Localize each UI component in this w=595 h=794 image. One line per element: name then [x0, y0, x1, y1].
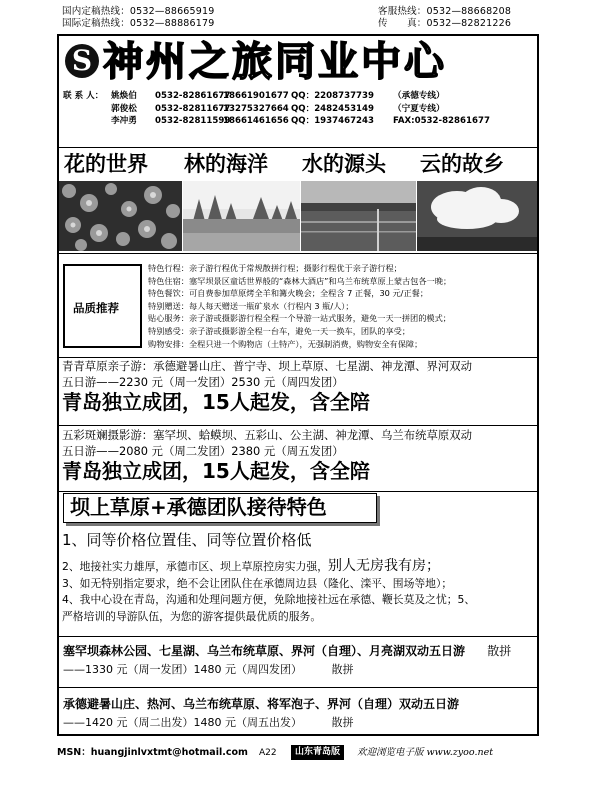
contact-mobile: 18661461656	[223, 116, 289, 126]
features-list	[59, 530, 537, 625]
quality-section	[59, 253, 537, 358]
forest-grassland-photo	[183, 181, 301, 251]
route-family	[59, 359, 537, 426]
tour-price-text: ——1420 元（周二出发）1480 元（周五出发）	[63, 716, 302, 729]
contact-qq: QQ：2482453149	[291, 103, 375, 114]
feature-item: 1、同等价格位置佳、同等位置价格低	[62, 531, 312, 549]
tour-title-text: 塞罕坝森林公园、七星湖、乌兰布统草原、界河（自理）、月亮湖双动五日游	[63, 644, 466, 658]
service-hotline: 客服热线：0532—88668208	[378, 6, 512, 17]
route-price: 五日游——2230 元（周一发团）2530 元（周四发团）	[62, 374, 344, 389]
quality-line: 贴心服务：亲子游或摄影游行程全程一个导游一站式服务，避免一天一拼团的模式；	[148, 313, 451, 324]
company-logo: S	[65, 44, 99, 78]
footer	[57, 744, 537, 762]
contact-name: 姚焕伯	[111, 91, 137, 101]
clouds-photo	[417, 181, 537, 251]
route-photography	[59, 428, 537, 492]
quality-line: 特色住宿：塞罕坝景区童话世界般的“森林大酒店”和乌兰布统草原上蒙古包各一晚；	[148, 275, 452, 286]
quality-line: 特别感受：亲子游或摄影游全程一台车，避免一天一换车，团队的享受；	[148, 325, 411, 336]
route-price: 五日游——2080 元（周二发团）2380 元（周五发团）	[62, 443, 344, 458]
feature-item	[59, 558, 537, 576]
tour-tag: 散拼	[331, 716, 354, 729]
contact-qq: QQ：1937467243	[291, 116, 375, 126]
tour-price	[59, 661, 537, 679]
contact-note: （承德专线）	[393, 91, 445, 101]
quality-label: 品质推荐	[73, 301, 119, 315]
contact-qq: QQ：2208737739	[291, 91, 375, 101]
slogan-flowers: 花的世界	[64, 152, 148, 176]
contact-tel: 0532-82861677	[155, 91, 231, 101]
contact-tel: 0532-82811599	[155, 116, 231, 126]
lake-photo	[301, 181, 417, 251]
hotlines-left	[62, 6, 215, 30]
quality-line: 购物安排：全程只进一个购物店（土特产），无强制消费，购物安全有保障；	[148, 338, 423, 349]
contact-note: （宁夏专线）	[393, 103, 445, 114]
photo-strip	[59, 181, 537, 251]
footer-page-number: A22	[259, 748, 277, 758]
route-group-note: 青岛独立成团，15人起发，含全陪	[62, 390, 370, 414]
footer-msn: MSN：huangjinlvxtmt@hotmail.com	[57, 747, 248, 758]
slogan-clouds: 云的故乡	[420, 152, 504, 176]
footer-edition-badge: 山东青岛版	[291, 745, 344, 760]
contact-mobile: 13275327664	[223, 103, 289, 114]
header	[59, 36, 537, 148]
slogan-water: 水的源头	[302, 152, 386, 176]
tour-title	[59, 637, 537, 661]
route-group-note: 青岛独立成团，15人起发，含全陪	[62, 459, 370, 483]
contacts-label: 联 系 人：	[63, 91, 104, 101]
quality-line: 特别赠送：每人每天赠送一瓶矿泉水（行程内 3 瓶/人）；	[148, 300, 354, 311]
tour-price	[59, 714, 537, 732]
tour-chengde	[59, 690, 537, 735]
features-banner: 坝上草原+承德团队接待特色	[63, 493, 377, 523]
fax-number: 传 真：0532—82821226	[378, 18, 512, 29]
tour-tag: 散拼	[487, 644, 512, 658]
tour-title: 承德避暑山庄、热河、乌兰布统草原、将军泡子、界河（自理）双动五日游	[63, 697, 460, 711]
tour-price-text: ——1330 元（周一发团）1480 元（周四发团）	[63, 663, 302, 676]
contact-mobile: 18661901677	[223, 91, 289, 101]
quality-label-box	[63, 264, 142, 348]
route-itinerary: 五彩斑斓摄影游：塞罕坝、蛤蟆坝、五彩山、公主湖、神龙潭、乌兰布统草原双动	[62, 428, 473, 442]
footer-website: 欢迎浏览电子版 www.zyoo.net	[357, 747, 494, 758]
slogans	[64, 148, 534, 180]
quality-line: 特色行程：亲子游行程优于常规散拼行程；摄影行程优于亲子游行程；	[148, 263, 402, 273]
quality-line: 特色餐饮：可自费参加草原烤全羊和篝火晚会；全程含 7 正餐，30 元/正餐；	[148, 288, 429, 299]
tour-tag: 散拼	[331, 663, 354, 676]
feature-item: 严格培训的导游队伍，为您的游客提供最优质的服务。	[62, 609, 322, 623]
flowers-photo	[59, 181, 183, 251]
contact-name: 郭俊松	[111, 103, 137, 114]
tour-saihanba	[59, 636, 537, 688]
contact-fax: FAX:0532-82861677	[393, 116, 490, 126]
contact-name: 李冲勇	[111, 116, 137, 126]
slogan-forest: 林的海洋	[184, 152, 268, 176]
hotlines-right	[378, 6, 511, 30]
contact-tel: 0532-82811677	[155, 103, 231, 114]
feature-text: 2、地接社实力雄厚，承德市区、坝上草原控房实力强，	[62, 560, 328, 573]
domestic-hotline: 国内定稿热线：0532—88665919	[62, 6, 215, 17]
company-title: 神州之旅同业中心	[103, 39, 447, 85]
quality-lines	[148, 262, 451, 350]
feature-item: 3、如无特别指定要求，绝不会让团队住在承德周边县（隆化、滦平、围场等地）；	[62, 576, 453, 590]
feature-emphasis: 别人无房我有房；	[328, 558, 440, 574]
feature-item: 4、我中心设在青岛，沟通和处理问题方便，免除地接社远在承德、鞭长莫及之忧；5、	[62, 593, 476, 606]
international-hotline: 国际定稿热线：0532—88886179	[62, 18, 215, 29]
route-itinerary: 青青草原亲子游：承德避暑山庄、普宁寺、坝上草原、七星湖、神龙潭、界河双动	[62, 359, 473, 373]
